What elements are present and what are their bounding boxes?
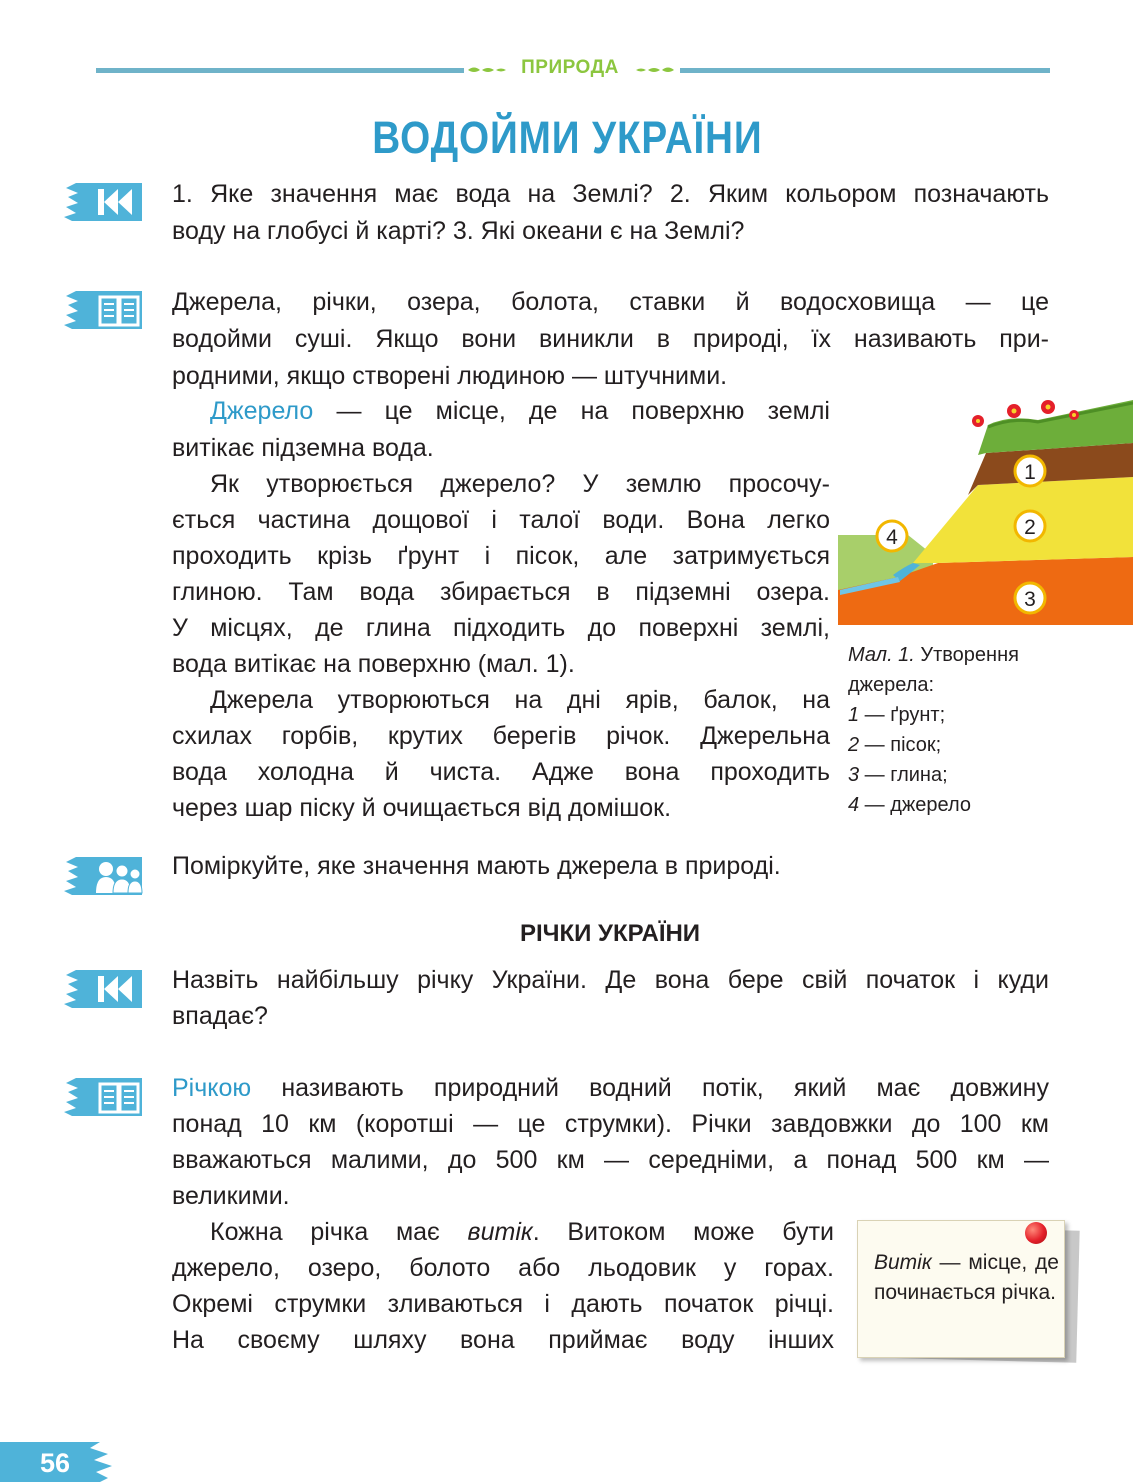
recall-question-line-1: 1. Яке значення має вода на Землі? 2. Яким кольором позначають xyxy=(172,180,1049,208)
note-text: Витік — місце, де починається річка. xyxy=(874,1251,1059,1304)
header-rule-right xyxy=(680,68,1050,73)
figure-label-1: 1 xyxy=(1024,461,1036,484)
figure-label-3: 3 xyxy=(1024,588,1036,611)
definition-line-1: Джерела, річки, озера, болота, ставки й водосховища — це xyxy=(172,288,1049,316)
spring-para3-line-3: вода холодна й чиста. Адже вона проходить xyxy=(172,758,830,786)
recall-question-line-2: воду на глобусі й карті? 3. Які океани є на Землі? xyxy=(172,217,745,245)
spring-para3-line-2: схилах горбів, крутих берегів річок. Джерельна xyxy=(172,722,830,750)
discussion-prompt: Поміркуйте, яке значення мають джерела в природі. xyxy=(172,852,781,880)
figure-caption: Мал. 1. Утворення джерела: 1 — ґрунт; 2 — пісок; 3 — глина; 4 — джерело xyxy=(848,640,1019,820)
river-definition-line-2: понад 10 км (коротші — це струмки). Річки завдовжки до 100 км xyxy=(172,1110,1049,1138)
river-source-line-1: Кожна річка має витік. Витоком може бути xyxy=(210,1218,834,1246)
river-definition-line-3: вважаються малими, до 500 км — середніми, а понад 500 км — xyxy=(172,1146,1049,1174)
spring-para3-line-4: через шар піску й очищається від домішок. xyxy=(172,794,672,822)
rivers-question-line-1: Назвіть найбільшу річку України. Де вона бере свій початок і куди xyxy=(172,966,1049,994)
river-definition-line-4: великими. xyxy=(172,1182,290,1210)
spring-para3-line-1: Джерела утворюються на дні ярів, балок, на xyxy=(210,686,830,714)
rewind-icon xyxy=(62,179,144,225)
definition-line-3: родними, якщо створені людиною — штучними. xyxy=(172,362,728,390)
figure-label-4: 4 xyxy=(886,526,898,549)
river-source-line-3: Окремі струмки зливаються і дають початок річці. xyxy=(172,1290,834,1318)
spring-para2-line-1: Як утворюється джерело? У землю просочу- xyxy=(210,470,830,498)
pin-icon xyxy=(1025,1222,1047,1244)
figure-label-2: 2 xyxy=(1024,516,1036,539)
leaf-ornament-left-icon xyxy=(466,64,508,76)
term-spring: Джерело xyxy=(210,397,314,425)
spring-para2-line-2: ється частина дощової і талої води. Вона легко xyxy=(172,506,830,534)
caption-item-4: 4 — джерело xyxy=(848,794,972,816)
spring-formation-illustration xyxy=(838,385,1133,625)
rewind-icon xyxy=(62,966,144,1012)
leaf-ornament-right-icon xyxy=(634,64,676,76)
definition-line-2: водойми суші. Якщо вони виникли в природі, їх називають при- xyxy=(172,325,1049,353)
caption-item-3: 3 — глина; xyxy=(848,764,948,786)
spring-definition-line-2: витікає підземна вода. xyxy=(172,434,434,462)
river-definition-line-1: Річкою називають природний водний потік, який має довжину xyxy=(172,1074,1049,1102)
spring-para2-line-4: глиною. Там вода збирається в підземні озера. xyxy=(172,578,830,606)
river-source-line-4: На своєму шляху вона приймає воду інших xyxy=(172,1326,834,1354)
rivers-question-line-2: впадає? xyxy=(172,1002,268,1030)
rivers-heading: РІЧКИ УКРАЇНИ xyxy=(519,920,701,947)
caption-item-1: 1 — ґрунт; xyxy=(848,704,946,726)
page-title: ВОДОЙМИ УКРАЇНИ xyxy=(372,112,763,163)
spring-definition-line-1: Джерело — це місце, де на поверхню землі xyxy=(210,397,830,425)
term-river: Річкою xyxy=(172,1074,252,1102)
caption-item-2: 2 — пісок; xyxy=(848,734,942,756)
river-source-line-2: джерело, озеро, болото або льодовик у горах. xyxy=(172,1254,834,1282)
page-number: 56 xyxy=(40,1448,71,1478)
book-icon xyxy=(62,1074,144,1120)
spring-para2-line-6: вода витікає на поверхню (мал. 1). xyxy=(172,650,575,678)
spring-para2-line-3: проходить крізь ґрунт і пісок, але затримується xyxy=(172,542,830,570)
book-icon xyxy=(62,287,144,333)
spring-para2-line-5: У місцях, де глина підходить до поверхні землі, xyxy=(172,614,830,642)
header-rule-left xyxy=(96,68,464,73)
section-label: ПРИРОДА xyxy=(521,57,619,78)
group-discussion-icon xyxy=(62,853,144,899)
